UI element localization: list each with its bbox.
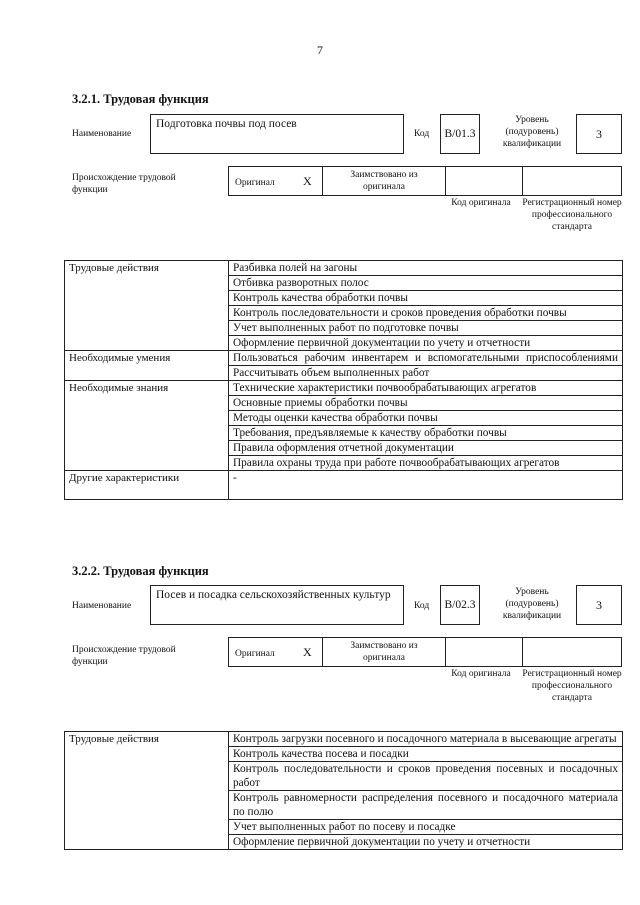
table-row — [65, 381, 623, 396]
table-row — [65, 732, 623, 747]
list-item: Учет выполненных работ по посеву и посадке — [229, 820, 623, 835]
function-name-box — [150, 114, 404, 154]
origin-label: Происхождение трудовой функции — [72, 645, 176, 667]
page-number: 7 — [317, 43, 323, 57]
row-label: Другие характеристики — [65, 471, 229, 500]
list-item: Основные приемы обработки почвы — [229, 396, 623, 411]
origin-table — [228, 166, 622, 196]
function-details-table — [64, 260, 623, 500]
code-value: B/02.3 — [444, 599, 476, 611]
reg-number-label: Регистрационный номер профессионального стандарта — [522, 198, 622, 232]
list-item: Оформление первичной документации по учету и отчетности — [229, 336, 623, 351]
function-name-box — [150, 585, 404, 625]
level-value: 3 — [596, 597, 602, 612]
section-title: 3.2.2. Трудовая функция — [72, 564, 209, 578]
list-item: Учет выполненных работ по подготовке почвы — [229, 321, 623, 336]
list-item: Технические характеристики почвообрабатывающих агрегатов — [229, 381, 623, 396]
level-value: 3 — [596, 126, 602, 141]
list-item: Контроль последовательности и сроков проведения посевных и посадочных работ — [229, 762, 623, 791]
code-value: B/01.3 — [444, 128, 476, 140]
section-title: 3.2.1. Трудовая функция — [72, 92, 209, 106]
list-item: Контроль качества посева и посадки — [229, 747, 623, 762]
code-box — [440, 114, 480, 154]
list-item: Методы оценки качества обработки почвы — [229, 411, 623, 426]
original-label: Оригинал — [235, 649, 275, 659]
list-item: Контроль последовательности и сроков проведения обработки почвы — [229, 306, 623, 321]
original-mark: X — [303, 645, 312, 659]
code-label: Код — [414, 601, 430, 611]
list-item: Оформление первичной документации по учету и отчетности — [229, 835, 623, 850]
list-item: Пользоваться рабочим инвентарем и вспомогательными приспособлениями — [229, 351, 623, 366]
code-box — [440, 585, 480, 625]
table-row — [65, 261, 623, 276]
list-item: Правила оформления отчетной документации — [229, 441, 623, 456]
table-row — [65, 351, 623, 366]
original-mark: X — [303, 174, 312, 188]
function-details-table — [64, 731, 623, 850]
list-item: Контроль качества обработки почвы — [229, 291, 623, 306]
row-label: Необходимые умения — [65, 351, 229, 381]
list-item: Требования, предъявляемые к качеству обработки почвы — [229, 426, 623, 441]
name-label: Наименование — [72, 129, 132, 139]
reg-number-label: Регистрационный номер профессионального стандарта — [522, 669, 622, 703]
function-name: Подготовка почвы под посев — [156, 118, 297, 130]
row-label: Трудовые действия — [65, 261, 229, 351]
level-box — [576, 114, 622, 154]
original-label: Оригинал — [235, 178, 275, 188]
code-original-label: Код оригинала — [451, 198, 511, 208]
list-item: Контроль равномерности распределения посевного и посадочного материала по полю — [229, 791, 623, 820]
row-label: Трудовые действия — [65, 732, 229, 850]
level-label: Уровень (подуровень) квалификации — [502, 587, 562, 621]
row-label: Необходимые знания — [65, 381, 229, 471]
table-row — [65, 471, 623, 500]
list-item: Правила охраны труда при работе почвообрабатывающих агрегатов — [229, 456, 623, 471]
code-label: Код — [414, 129, 430, 139]
list-item: - — [229, 471, 623, 500]
origin-table — [228, 637, 622, 667]
function-name: Посев и посадка сельскохозяйственных культур — [156, 589, 391, 601]
list-item: Рассчитывать объем выполненных работ — [229, 366, 623, 381]
name-label: Наименование — [72, 601, 132, 611]
borrowed-label: Заимствовано из оригинала — [350, 641, 418, 663]
list-item: Контроль загрузки посевного и посадочного материала в высевающие агрегаты — [229, 732, 623, 747]
borrowed-label: Заимствовано из оригинала — [350, 170, 418, 192]
code-original-label: Код оригинала — [451, 669, 511, 679]
list-item: Отбивка разворотных полос — [229, 276, 623, 291]
level-box — [576, 585, 622, 625]
list-item: Разбивка полей на загоны — [229, 261, 623, 276]
origin-label: Происхождение трудовой функции — [72, 173, 176, 195]
level-label: Уровень (подуровень) квалификации — [502, 115, 562, 149]
